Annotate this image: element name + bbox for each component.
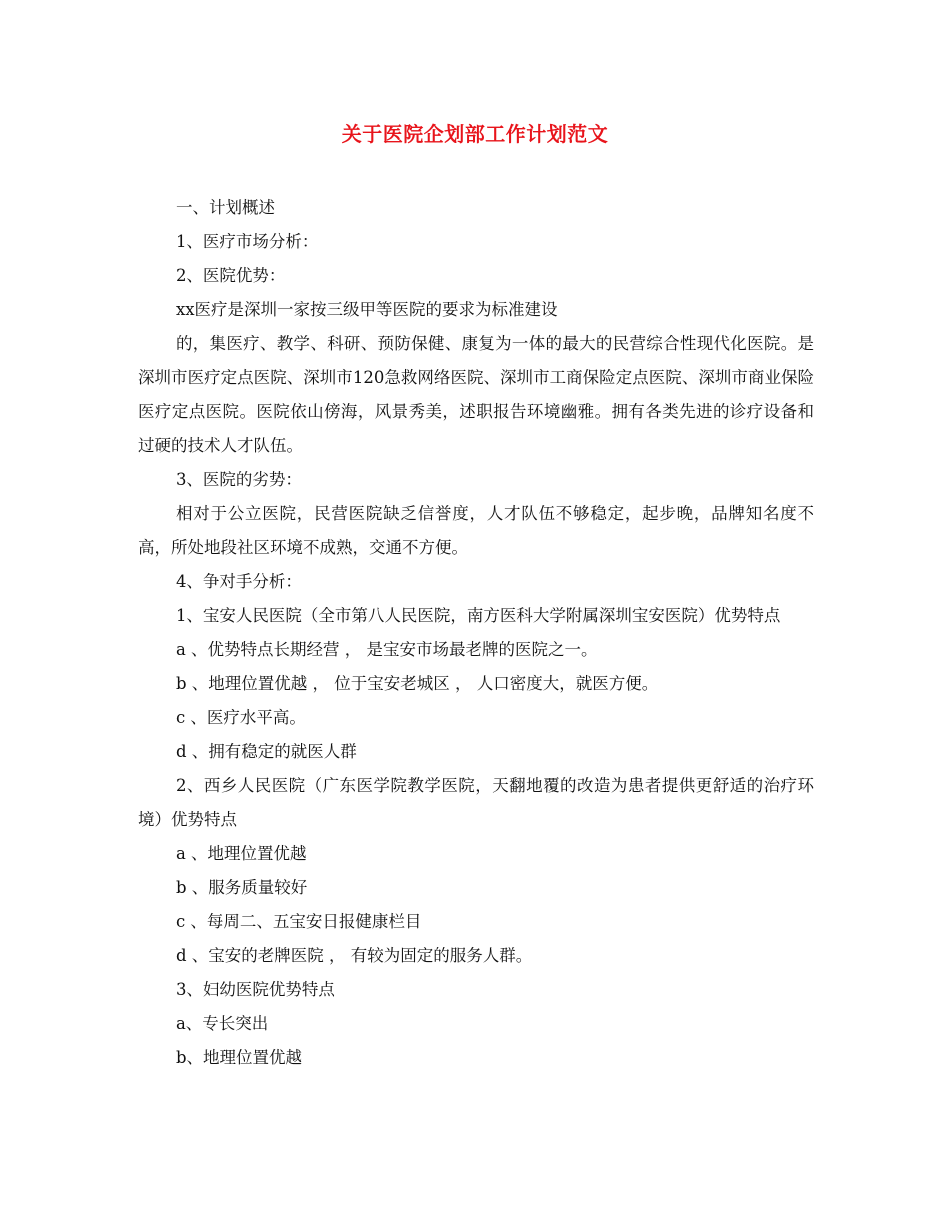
- subsection-heading: 4、争对手分析：: [175, 572, 302, 591]
- subsection-heading: 2、医院优势：: [175, 266, 286, 285]
- list-item: b 、地理位置优越 ， 位于宝安老城区 ， 人口密度大，就医方便。: [175, 674, 659, 693]
- list-item: c 、医疗水平高。: [175, 708, 306, 727]
- competitor-heading: 1、宝安人民医院（全市第八人民医院，南方医科大学附属深圳宝安医院）优势特点: [175, 606, 781, 625]
- competitor-heading: 3、妇幼医院优势特点: [175, 980, 335, 999]
- list-item: c 、每周二、五宝安日报健康栏目: [175, 912, 422, 931]
- list-item: a、专长突出: [175, 1014, 269, 1033]
- list-item: d 、宝安的老牌医院 ， 有较为固定的服务人群。: [175, 946, 533, 965]
- list-item: a 、地理位置优越: [175, 844, 307, 863]
- paragraph: 相对于公立医院，民营医院缺乏信誉度，人才队伍不够稳定，起步晚，品牌知名度不高，所处地段社区环境不成熟，交通不方便。: [138, 504, 814, 557]
- list-item: b、地理位置优越: [175, 1048, 302, 1067]
- list-item: d 、拥有稳定的就医人群: [175, 742, 357, 761]
- subsection-heading: 3、医院的劣势：: [175, 470, 302, 489]
- paragraph: 的，集医疗、教学、科研、预防保健、康复为一体的最大的民营综合性现代化医院。是深圳市医疗定点医院、深圳市120急救网络医院、深圳市工商保险定点医院、深圳市商业保险医疗定点医院。医院依山傍海，风景秀美，述职报告环境幽雅。拥有各类先进的诊疗设备和过硬的技术人才队伍。: [138, 334, 814, 455]
- competitor-heading: 2、西乡人民医院（广东医学院教学医院，天翻地覆的改造为患者提供更舒适的治疗环境）优势特点: [138, 776, 814, 829]
- section-heading: 一、计划概述: [175, 198, 275, 217]
- document-title: 关于医院企划部工作计划范文: [341, 122, 609, 146]
- document-body: [138, 191, 814, 1075]
- subsection-heading: 1、医疗市场分析：: [175, 232, 319, 251]
- paragraph: xx医疗是深圳一家按三级甲等医院的要求为标准建设: [175, 300, 558, 319]
- list-item: a 、优势特点长期经营 ， 是宝安市场最老牌的医院之一。: [175, 640, 598, 659]
- list-item: b 、服务质量较好: [175, 878, 308, 897]
